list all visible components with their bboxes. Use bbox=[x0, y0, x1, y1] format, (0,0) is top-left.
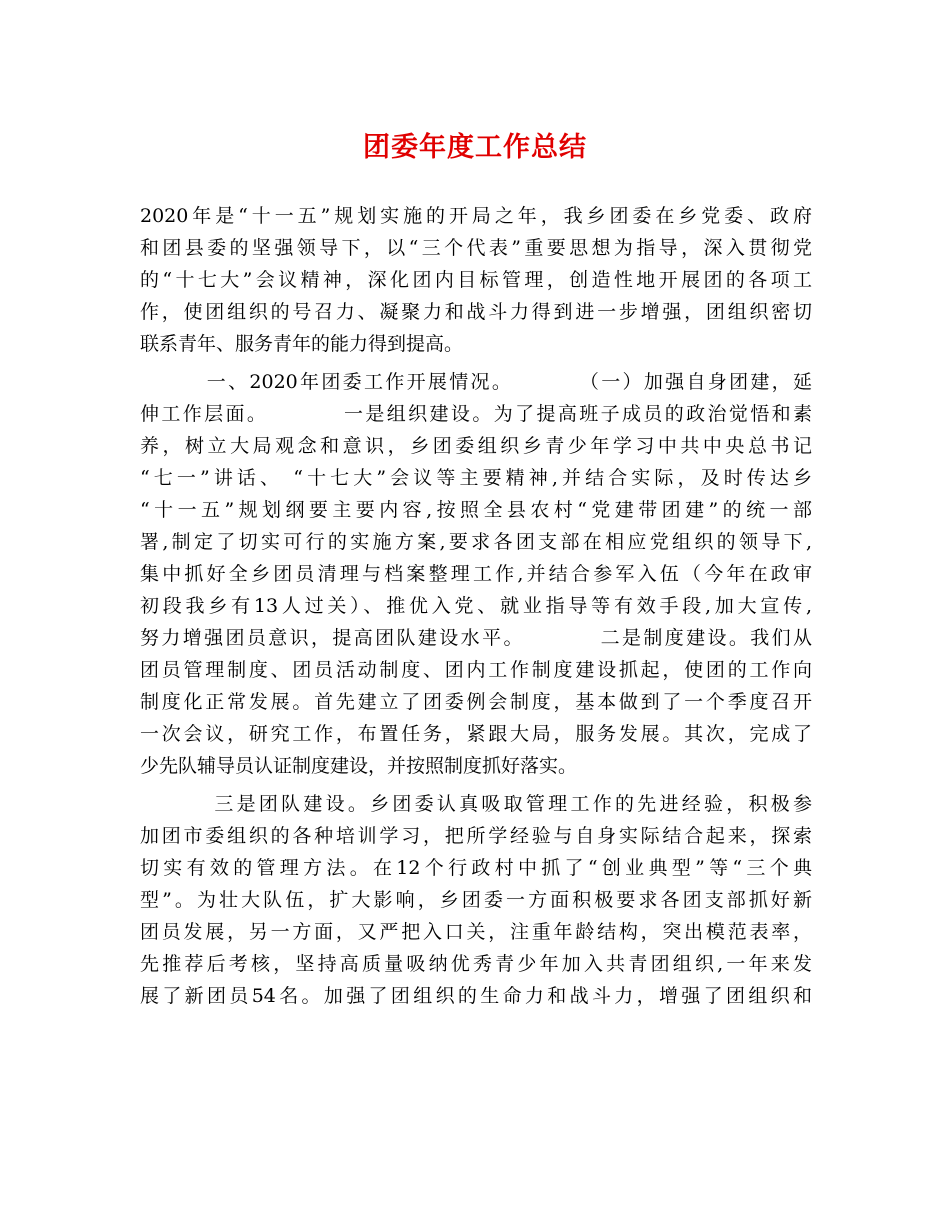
paragraph-line: 集中抓好全乡团员清理与档案整理工作,并结合参军入伍（今年在政审 bbox=[140, 563, 812, 585]
paragraph-line: 团员发展，另一方面，又严把入口关，注重年龄结构，突出模范表率， bbox=[140, 921, 812, 943]
paragraph-line: 初段我乡有13人过关）、推优入党、就业指导等有效手段,加大宣传, bbox=[140, 595, 812, 617]
page-title: 团委年度工作总结 bbox=[363, 132, 587, 163]
document-body bbox=[140, 200, 812, 1012]
paragraph-line: 伸工作层面。 一是组织建设。为了提高班子成员的政治觉悟和素 bbox=[140, 403, 812, 425]
paragraph-line: 切实有效的管理方法。在12个行政村中抓了“创业典型”等“三个典 bbox=[140, 857, 812, 879]
paragraph-line: 署,制定了切实可行的实施方案,要求各团支部在相应党组织的领导下, bbox=[140, 531, 812, 553]
paragraph-line: 的“十七大”会议精神，深化团内目标管理，创造性地开展团的各项工 bbox=[140, 269, 812, 291]
paragraph-line: 先推荐后考核，坚持高质量吸纳优秀青少年加入共青团组织,一年来发 bbox=[140, 953, 812, 975]
paragraph-line: 和团县委的坚强领导下，以“三个代表”重要思想为指导，深入贯彻党 bbox=[140, 237, 812, 259]
paragraph-line: 加团市委组织的各种培训学习，把所学经验与自身实际结合起来，探索 bbox=[140, 825, 812, 847]
paragraph-line: 一次会议，研究工作，布置任务，紧跟大局，服务发展。其次，完成了 bbox=[140, 723, 812, 745]
paragraph-line: 作，使团组织的号召力、凝聚力和战斗力得到进一步增强，团组织密切 bbox=[140, 301, 812, 323]
paragraph-line: 养，树立大局观念和意识，乡团委组织乡青少年学习中共中央总书记 bbox=[140, 435, 812, 457]
paragraph-line: “七一”讲话、 “十七大”会议等主要精神,并结合实际，及时传达乡 bbox=[140, 467, 812, 489]
paragraph-line: 展了新团员54名。加强了团组织的生命力和战斗力，增强了团组织和 bbox=[140, 985, 812, 1007]
paragraph-line: 2020年是“十一五”规划实施的开局之年，我乡团委在乡党委、政府 bbox=[140, 205, 812, 227]
paragraph-line: 联系青年、服务青年的能力得到提高。 bbox=[140, 333, 464, 355]
paragraph-line: 努力增强团员意识，提高团队建设水平。 二是制度建设。我们从 bbox=[140, 627, 812, 649]
paragraph-line: 少先队辅导员认证制度建设，并按照制度抓好落实。 bbox=[140, 755, 578, 777]
paragraph-line: 团员管理制度、团员活动制度、团内工作制度建设抓起，使团的工作向 bbox=[140, 659, 812, 681]
paragraph-line: 一、2020年团委工作开展情况。 （一）加强自身团建，延 bbox=[140, 371, 812, 393]
paragraph-line: 型”。为壮大队伍，扩大影响，乡团委一方面积极要求各团支部抓好新 bbox=[140, 889, 812, 911]
paragraph-line: 三是团队建设。乡团委认真吸取管理工作的先进经验，积极参 bbox=[140, 793, 812, 815]
paragraph-line: 制度化正常发展。首先建立了团委例会制度，基本做到了一个季度召开 bbox=[140, 691, 812, 713]
paragraph-line: “十一五”规划纲要主要内容,按照全县农村“党建带团建”的统一部 bbox=[140, 499, 812, 521]
